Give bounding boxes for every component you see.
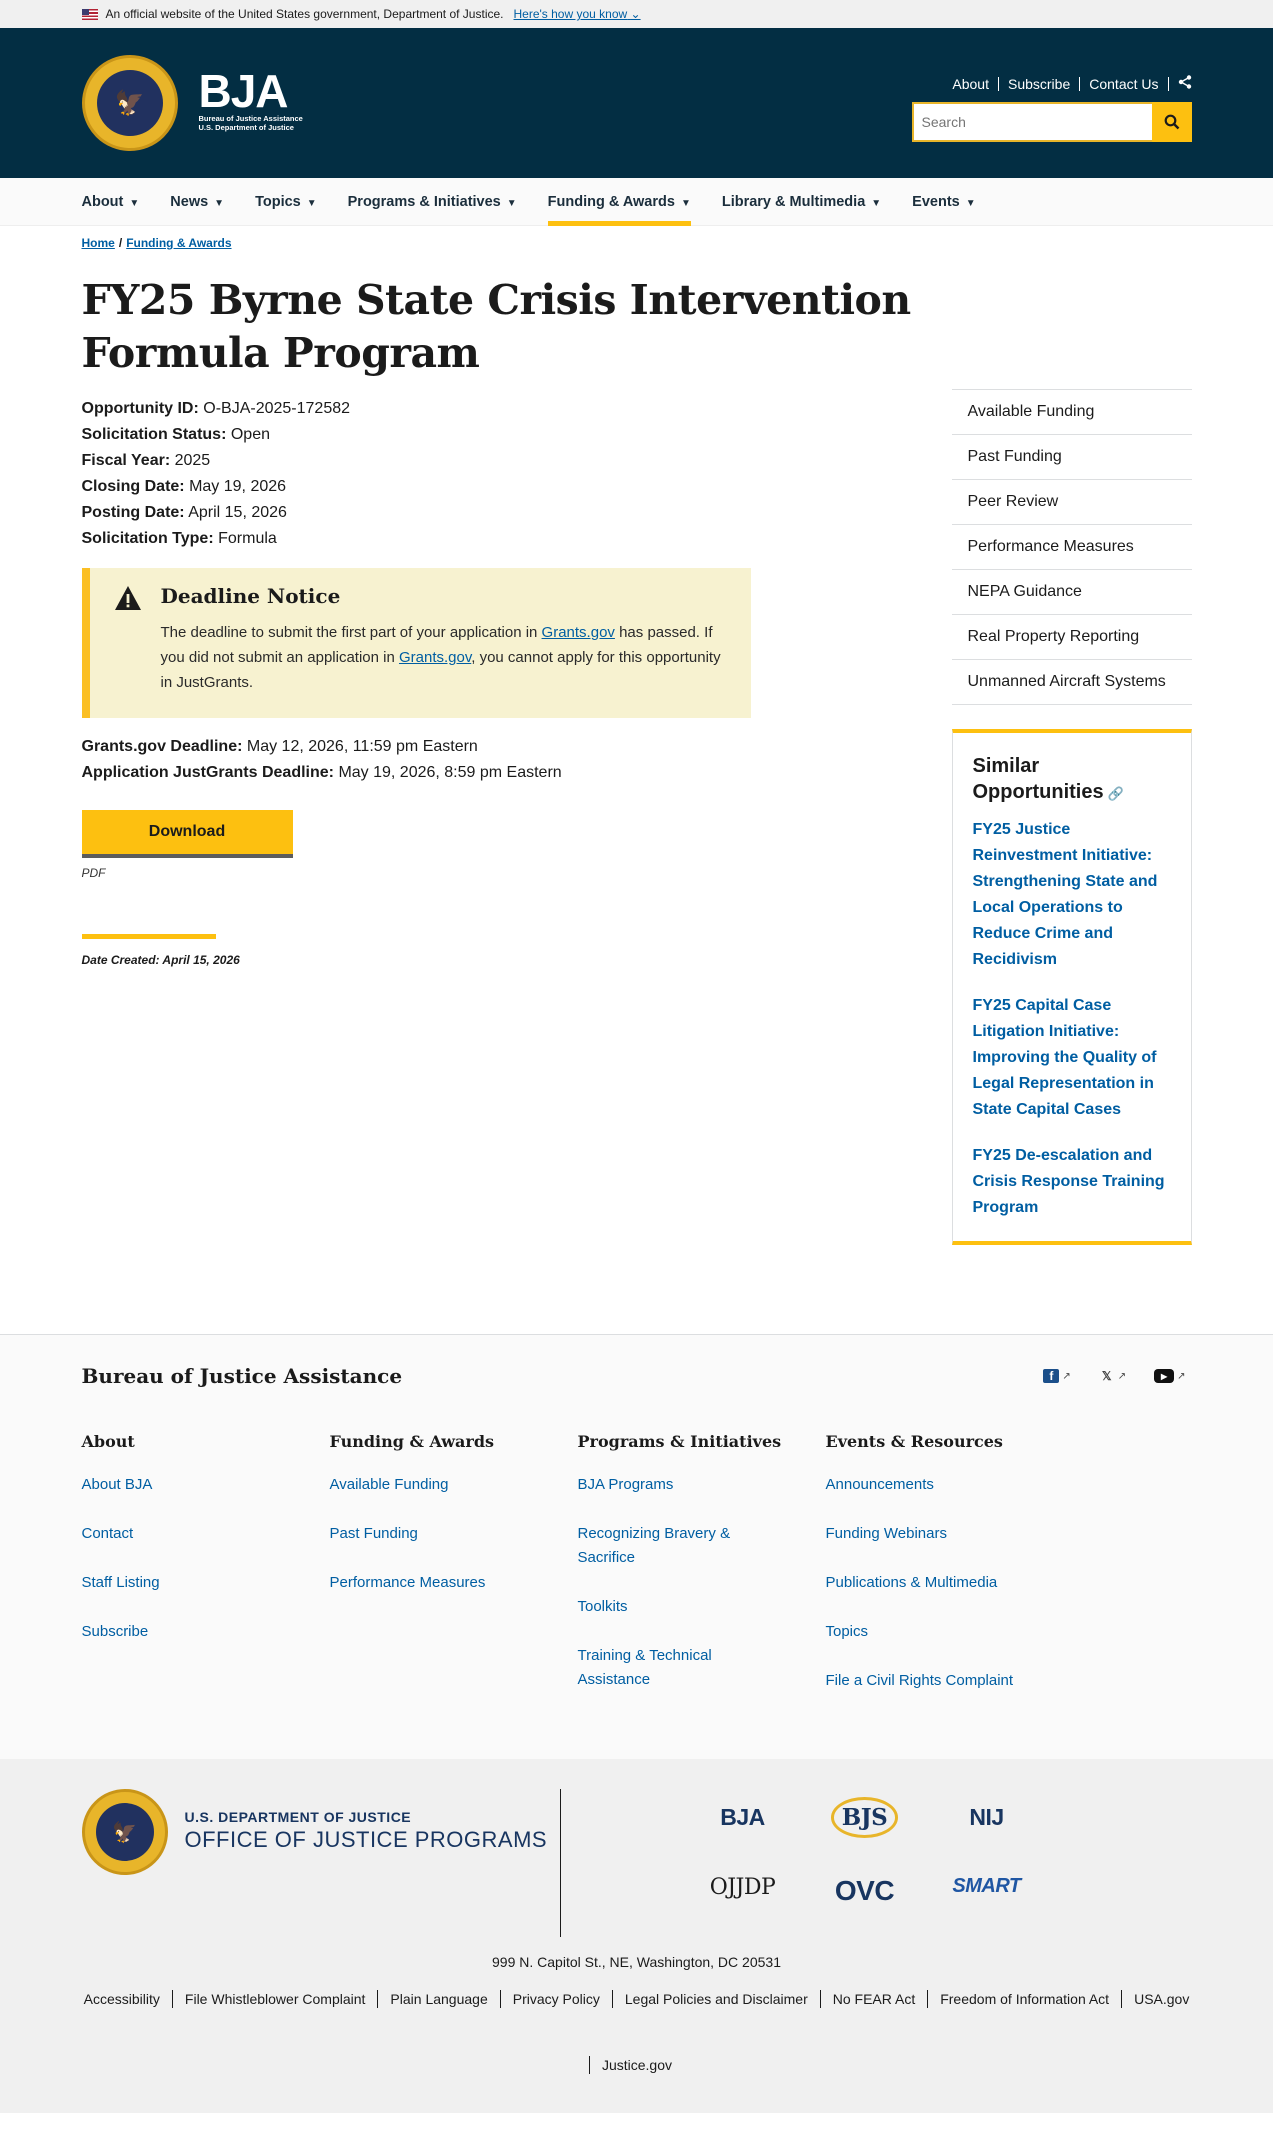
breadcrumb xyxy=(82,226,1192,274)
side-nav-past-funding[interactable]: Past Funding xyxy=(952,435,1192,480)
footer-link[interactable]: Announcements xyxy=(825,1476,934,1493)
ojjdp-agency-logo[interactable]: OJJDP xyxy=(709,1875,776,1900)
download-button[interactable]: Download xyxy=(82,810,293,858)
gov-banner xyxy=(0,0,1273,28)
util-contact-link[interactable]: Contact Us xyxy=(1080,77,1168,91)
gov-banner-text: An official website of the United States government, Department of Justice. xyxy=(105,7,504,21)
page-title: FY25 Byrne State Crisis Intervention Formula Program xyxy=(81,276,911,377)
doj-seal[interactable] xyxy=(82,1789,168,1875)
legal-link[interactable]: Legal Policies and Disclaimer xyxy=(612,1990,820,2008)
footer-col-heading: Funding & Awards xyxy=(329,1432,495,1451)
nav-programs[interactable]: Programs & Initiatives ▼ xyxy=(347,194,517,210)
footer-link[interactable]: Contact xyxy=(81,1525,134,1542)
bja-logo-sub2: U.S. Department of Justice xyxy=(198,123,294,132)
grants-gov-link-2[interactable]: Grants.gov xyxy=(398,649,472,666)
legal-link[interactable]: Privacy Policy xyxy=(500,1990,612,2008)
legal-links xyxy=(0,1990,1273,2074)
deadline-notice xyxy=(82,568,751,718)
how-you-know-link[interactable]: Here's how you know ⌄ xyxy=(513,7,641,21)
footer-col-events xyxy=(826,1432,1074,1718)
footer-link[interactable]: Topics xyxy=(825,1623,869,1640)
justgrants-deadline: Application JustGrants Deadline: May 19, 2026, 8:59 pm Eastern xyxy=(81,764,562,781)
footer-col-funding xyxy=(330,1432,578,1718)
date-created: Date Created: April 15, 2026 xyxy=(81,953,240,967)
external-link-icon: ↗ xyxy=(1062,1370,1071,1382)
similar-link-2[interactable]: FY25 Capital Case Litigation Initiative: Improving the Quality of Legal Representation in State Capital Cases xyxy=(972,997,1157,1118)
bjs-agency-logo[interactable]: BJS xyxy=(804,1804,926,1831)
footer-link[interactable]: Performance Measures xyxy=(329,1574,486,1591)
side-nav-peer-review[interactable]: Peer Review xyxy=(952,480,1192,525)
breadcrumb-home[interactable]: Home xyxy=(81,236,115,250)
meta-fiscal-year: Fiscal Year: 2025 xyxy=(81,452,211,469)
ojp-line2: OFFICE OF JUSTICE PROGRAMS xyxy=(184,1827,548,1852)
us-flag-icon xyxy=(82,9,98,20)
nij-agency-logo[interactable]: NIJ xyxy=(969,1804,1004,1830)
nav-library[interactable]: Library & Multimedia ▼ xyxy=(721,194,882,210)
chevron-down-icon: ▼ xyxy=(306,197,317,209)
footer-link[interactable]: Publications & Multimedia xyxy=(825,1574,998,1591)
footer-col-heading: About xyxy=(81,1432,135,1451)
footer-link[interactable]: Toolkits xyxy=(577,1598,628,1615)
legal-link[interactable]: USA.gov xyxy=(1121,1990,1201,2008)
youtube-link[interactable] xyxy=(1154,1369,1185,1383)
bja-logo-sub1: Bureau of Justice Assistance xyxy=(198,114,303,123)
chevron-down-icon: ▼ xyxy=(965,197,976,209)
divider xyxy=(560,1789,561,1937)
side-nav-real-property[interactable]: Real Property Reporting xyxy=(952,615,1192,660)
legal-link[interactable]: Freedom of Information Act xyxy=(927,1990,1121,2008)
notice-text: The deadline to submit the first part of your application in Grants.gov has passed. If you did not submit an application in Grants.gov, you cannot apply for this opportunity in JustGrants. xyxy=(160,624,721,691)
notice-title: Deadline Notice xyxy=(160,584,341,608)
nav-about[interactable]: About ▼ xyxy=(81,194,140,210)
footer-link[interactable]: File a Civil Rights Complaint xyxy=(825,1672,1014,1689)
share-icon[interactable] xyxy=(1169,75,1192,92)
meta-posting-date: Posting Date: April 15, 2026 xyxy=(81,504,287,521)
search-button[interactable] xyxy=(1152,102,1192,142)
sidebar xyxy=(952,389,1192,1245)
similar-title: Similar Opportunities 🔗 xyxy=(972,755,1124,803)
nav-events[interactable]: Events ▼ xyxy=(912,194,976,210)
legal-link[interactable]: File Whistleblower Complaint xyxy=(172,1990,378,2008)
footer-col-heading: Events & Resources xyxy=(825,1432,1003,1451)
bja-agency-logo[interactable]: BJA xyxy=(720,1804,765,1830)
footer-link[interactable]: Past Funding xyxy=(329,1525,418,1542)
footer-link[interactable]: BJA Programs xyxy=(577,1476,674,1493)
eagle-icon: 🦅 xyxy=(97,70,163,136)
footer-title: Bureau of Justice Assistance xyxy=(81,1364,403,1388)
footer-link[interactable]: About BJA xyxy=(81,1476,153,1493)
deadlines xyxy=(82,734,751,786)
legal-link[interactable]: No FEAR Act xyxy=(820,1990,927,2008)
meta-closing-date: Closing Date: May 19, 2026 xyxy=(81,478,287,495)
side-nav xyxy=(952,389,1192,705)
chevron-down-icon: ▼ xyxy=(214,197,225,209)
search-icon xyxy=(1164,114,1180,130)
util-about-link[interactable]: About xyxy=(943,77,999,91)
external-link-icon: ↗ xyxy=(1117,1370,1127,1382)
ovc-agency-logo[interactable]: OVC xyxy=(834,1875,895,1906)
footer-col-about xyxy=(82,1432,330,1718)
breadcrumb-funding[interactable]: Funding & Awards xyxy=(126,236,232,250)
agency-logos xyxy=(682,1804,1048,1907)
grants-gov-link[interactable]: Grants.gov xyxy=(541,624,615,641)
grants-gov-deadline: Grants.gov Deadline: May 12, 2026, 11:59 pm Eastern xyxy=(81,738,478,755)
smart-agency-logo[interactable]: SMART xyxy=(952,1875,1021,1897)
site-footer xyxy=(0,1334,1273,1759)
eagle-icon: 🦅 xyxy=(96,1803,154,1861)
footer-link[interactable]: Subscribe xyxy=(81,1623,149,1640)
chevron-down-icon: ▼ xyxy=(506,197,517,209)
x-link[interactable] xyxy=(1099,1369,1126,1383)
main-content xyxy=(82,396,751,1245)
footer-link[interactable]: Training & Technical Assistance xyxy=(577,1647,712,1688)
meta-solicitation-status: Solicitation Status: Open xyxy=(81,426,270,443)
legal-link[interactable]: Accessibility xyxy=(83,1991,160,2007)
chevron-down-icon: ▼ xyxy=(871,197,882,209)
chevron-down-icon: ▼ xyxy=(129,197,140,209)
doj-seal-logo[interactable] xyxy=(82,55,178,151)
util-subscribe-link[interactable]: Subscribe xyxy=(999,77,1080,91)
similar-opportunities xyxy=(952,729,1192,1245)
external-link-icon: ↗ xyxy=(1177,1370,1186,1382)
similar-link-3[interactable]: FY25 De-escalation and Crisis Response Training Program xyxy=(972,1147,1165,1216)
main-nav xyxy=(0,178,1273,226)
address: 999 N. Capitol St., NE, Washington, DC 20531 xyxy=(492,1954,781,1970)
footer-link[interactable]: Available Funding xyxy=(329,1476,449,1493)
chevron-down-icon: ⌄ xyxy=(630,7,641,21)
facebook-icon: f xyxy=(1043,1369,1059,1383)
chevron-down-icon: ▼ xyxy=(680,197,691,209)
bja-logo-text: BJA xyxy=(198,65,288,117)
footer-link[interactable]: Funding Webinars xyxy=(825,1525,947,1542)
ojp-logo[interactable] xyxy=(185,1809,548,1853)
meta-opportunity-id: Opportunity ID: O-BJA-2025-172582 xyxy=(81,400,351,417)
meta-solicitation-type: Solicitation Type: Formula xyxy=(81,530,277,547)
utility-links xyxy=(943,75,1191,92)
youtube-icon: ▶ xyxy=(1154,1369,1174,1383)
nav-topics[interactable]: Topics ▼ xyxy=(255,194,317,210)
x-icon: 𝕏 xyxy=(1101,1369,1112,1383)
footer-link[interactable]: Staff Listing xyxy=(81,1574,160,1591)
ojp-line1: U.S. DEPARTMENT OF JUSTICE xyxy=(184,1809,412,1825)
warning-icon xyxy=(114,585,142,611)
search-form xyxy=(912,102,1192,142)
footer-col-heading: Programs & Initiatives xyxy=(577,1432,782,1451)
legal-link[interactable]: Plain Language xyxy=(377,1990,499,2008)
social-links xyxy=(1043,1369,1191,1383)
breadcrumb-separator: / xyxy=(118,236,123,250)
bja-logo[interactable] xyxy=(198,65,303,132)
nav-funding-awards[interactable]: Funding & Awards ▼ xyxy=(548,178,691,226)
side-nav-performance-measures[interactable]: Performance Measures xyxy=(952,525,1192,570)
side-nav-available-funding[interactable]: Available Funding xyxy=(952,390,1192,435)
doj-footer xyxy=(0,1759,1273,2113)
site-header xyxy=(0,28,1273,178)
facebook-link[interactable] xyxy=(1043,1369,1070,1383)
search-input[interactable] xyxy=(912,102,1152,142)
side-nav-unmanned-aircraft[interactable]: Unmanned Aircraft Systems xyxy=(952,660,1192,705)
similar-link-1[interactable]: FY25 Justice Reinvestment Initiative: Strengthening State and Local Operations to Reduce Crime and Recidivism xyxy=(972,821,1158,968)
side-nav-nepa-guidance[interactable]: NEPA Guidance xyxy=(952,570,1192,615)
file-type-label: PDF xyxy=(81,866,106,880)
legal-link[interactable]: Justice.gov xyxy=(589,2056,684,2074)
opportunity-meta xyxy=(82,396,751,552)
link-icon[interactable]: 🔗 xyxy=(1107,786,1124,801)
divider xyxy=(82,934,216,939)
nav-news[interactable]: News ▼ xyxy=(170,194,225,210)
footer-link[interactable]: Recognizing Bravery & Sacrifice xyxy=(577,1525,731,1566)
footer-col-programs xyxy=(578,1432,826,1718)
